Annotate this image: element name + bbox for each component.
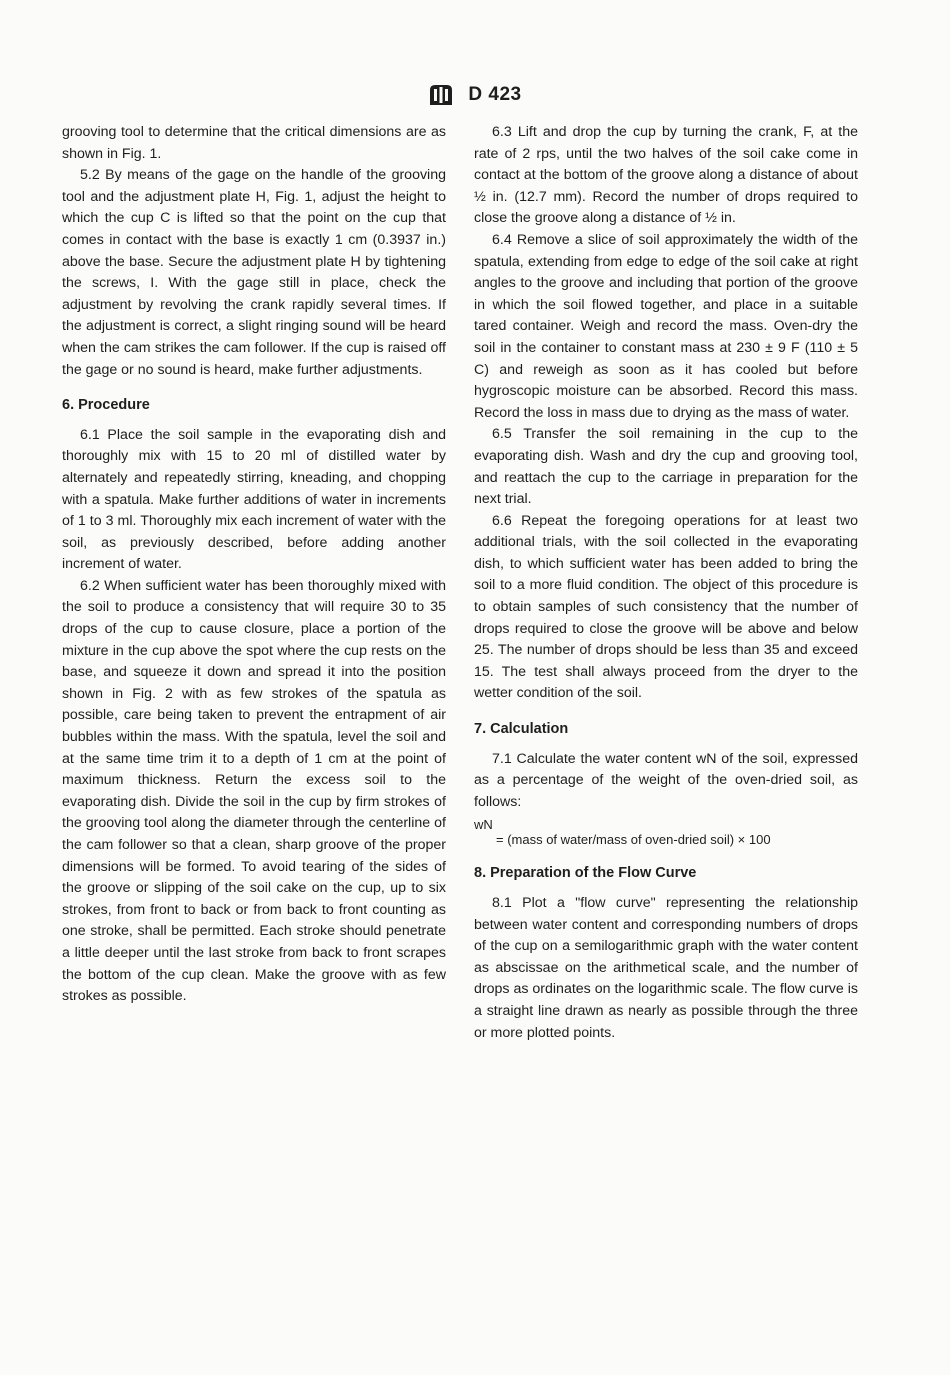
- right-column: [474, 122, 858, 1044]
- formula-expression: = (mass of water/mass of oven-dried soil) × 100: [496, 832, 771, 848]
- paragraph-6-1: 6.1 Place the soil sample in the evaporating dish and thoroughly mix with 15 to 20 ml of distilled water by alternately and repeatedly stirring, kneading, and chopping with a spatula. Make further additions of water in increments of 1 to 3 ml. Thoroughly mix each increment of water with the soil, as previously described, before adding another increment of water.: [62, 426, 446, 573]
- paragraph-6-5: 6.5 Transfer the soil remaining in the cup to the evaporating dish. Wash and dry the cup and grooving tool, and reattach the cup to the carriage in preparation for the next trial.: [474, 426, 858, 508]
- formula-variable: wN: [474, 817, 493, 833]
- paragraph-6-3: 6.3 Lift and drop the cup by turning the crank, F, at the rate of 2 rps, until the two halves of the soil cake come in contact at the bottom of the groove along a distance of about ½ in. (12.7 mm). Record the number of drops required to close the groove along a distance of ½ in.: [474, 124, 858, 227]
- page-header: [0, 80, 950, 110]
- paragraph-6-6: 6.6 Repeat the foregoing operations for at least two additional trials, with the soil collected in the evaporating dish, to which sufficient water has been added to bring the soil to a more fluid condition. The object of this procedure is to obtain samples of such consistency that the number of drops required to close the groove will be above and below 25. The number of drops should be less than 35 and exceed 15. The test shall always proceed from the dryer to the wetter condition of the soil.: [474, 512, 858, 702]
- paragraph-continuation: grooving tool to determine that the critical dimensions are as shown in Fig. 1.: [62, 124, 446, 162]
- section-heading-flow-curve: 8. Preparation of the Flow Curve: [474, 865, 697, 882]
- astm-logo-icon: [428, 83, 454, 107]
- paragraph-8-1: 8.1 Plot a "flow curve" representing the relationship between water content and corresponding numbers of drops of the cup on a semilogarithmic graph with the water content as abscissae on the arithmetical scale, and the number of drops as ordinates on the logarithmic scale. The flow curve is a straight line drawn as nearly as possible through the three or more plotted points.: [474, 895, 858, 1041]
- left-column: [62, 122, 446, 1008]
- section-heading-calculation: 7. Calculation: [474, 721, 569, 738]
- document-number: D 423: [468, 84, 522, 105]
- paragraph-7-1: 7.1 Calculate the water content wN of the soil, expressed as a percentage of the weight of the oven-dried soil, as follows:: [474, 750, 858, 810]
- paragraph-6-2: 6.2 When sufficient water has been thoroughly mixed with the soil to produce a consistency that will require 30 to 35 drops of the cup to cause closure, place a portion of the mixture in the cup above the spot where the cup rests on the base, and squeeze it down and spread it into the position shown in Fig. 2 with as few strokes of the spatula as possible, care being taken to prevent the entrapment of air bubbles within the mass. With the spatula, level the soil and at the same time trim it to a depth of 1 cm at the point of maximum thickness. Return the excess soil to the evaporating dish. Divide the soil in the cup by firm strokes of the grooving tool along the diameter through the centerline of the cam follower so that a clean, sharp groove of the proper dimensions will be formed. To avoid tearing of the sides of the groove or slipping of the soil cake on the cup, up to six strokes, from front to back or from back to front counting as one stroke, shall be permitted. Each stroke should penetrate a little deeper until the last stroke from back to front scrapes the bottom of the cup clean. Make the groove with as few strokes as possible.: [62, 577, 446, 1005]
- section-heading-procedure: 6. Procedure: [62, 397, 150, 414]
- water-content-formula: [474, 819, 858, 849]
- paragraph-6-4: 6.4 Remove a slice of soil approximately the width of the spatula, extending from edge to edge of the soil cake at right angles to the groove and including that portion of the groove in which the soil flowed together, and place in a suitable tared container. Weigh and record the mass. Oven-dry the soil in the container to constant mass at 230 ± 9 F (110 ± 5 C) and reweigh as soon as it has cooled but before hygroscopic moisture can be absorbed. Record this mass. Record the loss in mass due to drying as the mass of water.: [474, 231, 858, 421]
- paragraph-5-2: 5.2 By means of the gage on the handle of the grooving tool and the adjustment plate H, Fig. 1, adjust the height to which the cup C is lifted so that the point on the cup that comes in contact with the base is exactly 1 cm (0.3937 in.) above the base. Secure the adjustment plate H by tightening the screws, I. With the gage still in place, check the adjustment by revolving the crank rapidly several times. If the adjustment is correct, a slight ringing sound will be heard when the cam strikes the cam follower. If the cup is raised off the gage or no sound is heard, make further adjustments.: [62, 167, 446, 378]
